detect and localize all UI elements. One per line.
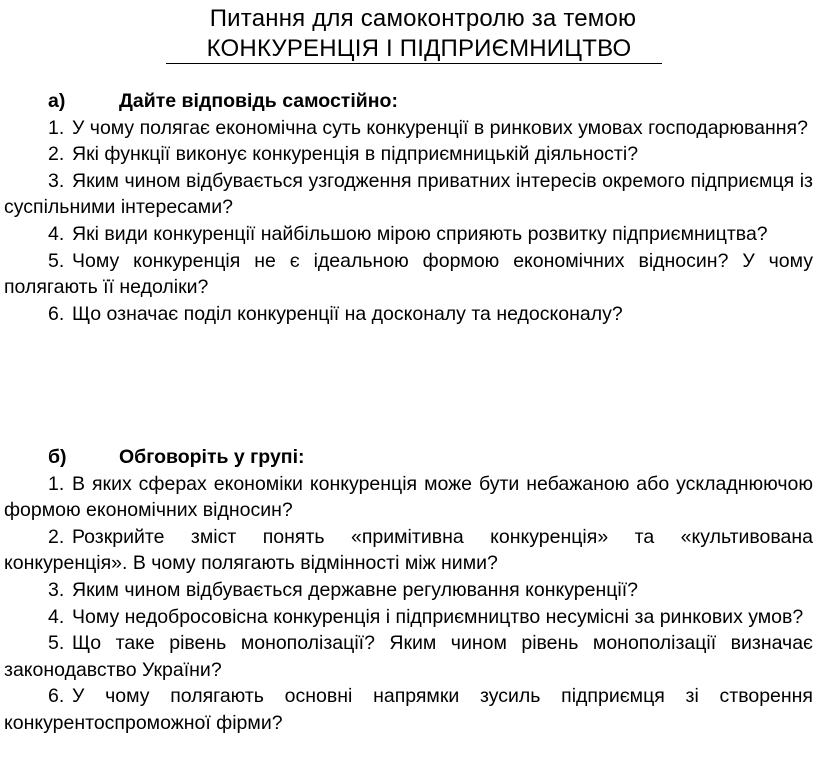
question-b-4 bbox=[4, 604, 813, 631]
question-a-4 bbox=[4, 221, 813, 248]
section-b-heading bbox=[4, 444, 813, 471]
section-a bbox=[4, 88, 813, 327]
title-line-2: КОНКУРЕНЦІЯ І ПІДПРИЄМНИЦТВО bbox=[206, 35, 632, 62]
question-text: У чому полягає економічна суть конкуренції в ринкових умовах господарювання? bbox=[72, 116, 808, 139]
question-b-5 bbox=[4, 630, 813, 683]
document-title bbox=[0, 4, 816, 64]
question-text: Яким чином відбувається узгодження приватних інтересів окремого підприємця із суспільними інтересами? bbox=[4, 169, 813, 219]
question-text: Розкрийте зміст понять «примітивна конкуренція» та «культивована конкуренція». В чому полягають відмінності між ними? bbox=[4, 525, 813, 575]
question-number: 1. bbox=[48, 116, 65, 139]
title-underline bbox=[166, 63, 662, 64]
question-b-2 bbox=[4, 524, 813, 577]
question-number: 6. bbox=[48, 302, 65, 325]
question-number: 1. bbox=[48, 472, 65, 495]
question-text: Що означає поділ конкуренції на досконалу та недосконалу? bbox=[72, 302, 623, 325]
question-number: 5. bbox=[48, 632, 65, 655]
question-number: 3. bbox=[48, 169, 65, 192]
question-a-6 bbox=[4, 301, 813, 328]
question-a-5 bbox=[4, 248, 813, 301]
question-b-1 bbox=[4, 471, 813, 524]
question-text: Які функції виконує конкуренція в підприємницькій діяльності? bbox=[72, 143, 639, 166]
question-number: 2. bbox=[48, 525, 65, 548]
section-a-heading bbox=[4, 88, 813, 115]
question-text: У чому полягають основні напрямки зусиль підприємця зі створення конкурентоспроможної фірми? bbox=[4, 685, 813, 734]
question-number: 2. bbox=[48, 143, 65, 166]
section-b-letter: б) bbox=[48, 446, 67, 468]
question-a-1 bbox=[4, 115, 813, 142]
section-a-heading-text: Дайте відповідь самостійно: bbox=[119, 90, 398, 112]
question-number: 6. bbox=[48, 685, 65, 708]
question-b-6 bbox=[4, 683, 813, 736]
question-a-3 bbox=[4, 168, 813, 221]
question-text: В яких сферах економіки конкуренція може бути небажаною або ускладнюючою формою економічних відносин? bbox=[4, 472, 813, 522]
question-number: 3. bbox=[48, 578, 65, 601]
section-b-heading-text: Обговоріть у групі: bbox=[119, 446, 305, 468]
section-a-letter: а) bbox=[48, 90, 66, 112]
question-number: 4. bbox=[48, 605, 65, 628]
question-text: Яким чином відбувається державне регулювання конкуренції? bbox=[72, 578, 638, 601]
question-number: 4. bbox=[48, 222, 65, 245]
section-b bbox=[4, 444, 813, 737]
question-text: Що таке рівень монополізації? Яким чином рівень монополізації визначає законодавство України? bbox=[4, 632, 813, 681]
question-a-2 bbox=[4, 141, 813, 168]
question-b-3 bbox=[4, 577, 813, 604]
question-number: 5. bbox=[48, 249, 65, 272]
question-text: Чому недобросовісна конкуренція і підприємництво несумісні за ринкових умов? bbox=[72, 605, 804, 628]
title-line-1: Питання для самоконтролю за темою bbox=[209, 5, 637, 32]
question-text: Які види конкуренції найбільшою мірою сприяють розвитку підприємництва? bbox=[72, 222, 768, 245]
question-text: Чому конкуренція не є ідеальною формою економічних відносин? У чому полягають її недоліки? bbox=[4, 249, 813, 299]
